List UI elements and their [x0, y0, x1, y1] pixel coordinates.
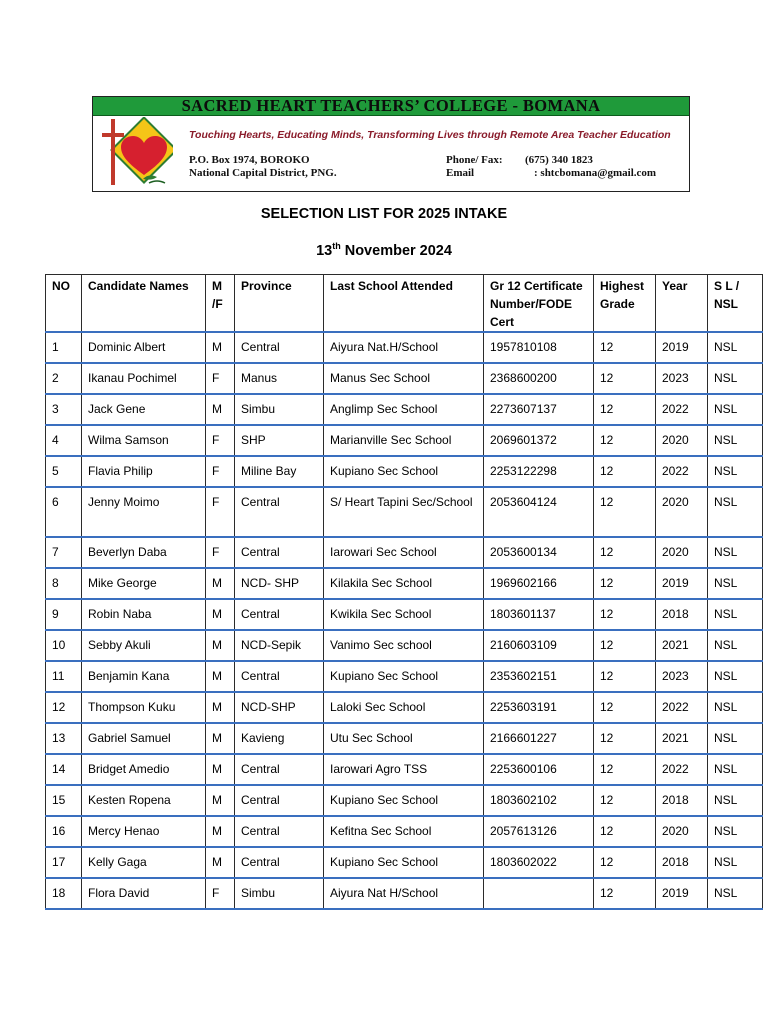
cell-school: Kupiano Sec School [324, 847, 484, 878]
cell-school: Manus Sec School [324, 363, 484, 394]
cell-school: Marianville Sec School [324, 425, 484, 456]
header-sex: M /F [206, 275, 235, 333]
cell-grade: 12 [594, 847, 656, 878]
header-status: S L / NSL [708, 275, 763, 333]
cell-grade: 12 [594, 599, 656, 630]
cell-name: Mercy Henao [82, 816, 206, 847]
cell-province: SHP [235, 425, 324, 456]
cell-status: NSL [708, 537, 763, 568]
cell-status: NSL [708, 661, 763, 692]
cell-status: NSL [708, 332, 763, 363]
cell-cert: 2160603109 [484, 630, 594, 661]
cell-province: NCD-Sepik [235, 630, 324, 661]
cell-cert: 2368600200 [484, 363, 594, 394]
cell-grade: 12 [594, 754, 656, 785]
cell-province: Manus [235, 363, 324, 394]
cell-sex: F [206, 363, 235, 394]
cell-name: Flavia Philip [82, 456, 206, 487]
cell-year: 2020 [656, 425, 708, 456]
cell-grade: 12 [594, 425, 656, 456]
cell-name: Ikanau Pochimel [82, 363, 206, 394]
cell-grade: 12 [594, 394, 656, 425]
email-value: : shtcbomana@gmail.com [534, 167, 657, 179]
cell-status: NSL [708, 754, 763, 785]
header-no: NO [46, 275, 82, 333]
cell-grade: 12 [594, 785, 656, 816]
cell-status: NSL [708, 816, 763, 847]
cell-year: 2022 [656, 456, 708, 487]
cell-sex: M [206, 599, 235, 630]
cell-year: 2018 [656, 785, 708, 816]
cell-grade: 12 [594, 816, 656, 847]
cell-no: 14 [46, 754, 82, 785]
cell-year: 2023 [656, 363, 708, 394]
email-label: Email [446, 167, 475, 179]
cell-no: 7 [46, 537, 82, 568]
cell-school: Kwikila Sec School [324, 599, 484, 630]
header-name: Candidate Names [82, 275, 206, 333]
table-row [46, 568, 763, 599]
header-grade: Highest Grade [594, 275, 656, 333]
cell-year: 2023 [656, 661, 708, 692]
cell-no: 10 [46, 630, 82, 661]
cell-no: 3 [46, 394, 82, 425]
cell-name: Flora David [82, 878, 206, 909]
cell-no: 13 [46, 723, 82, 754]
cell-cert [484, 878, 594, 909]
cell-school: Kefitna Sec School [324, 816, 484, 847]
cell-grade: 12 [594, 661, 656, 692]
cell-name: Benjamin Kana [82, 661, 206, 692]
letterhead [92, 96, 690, 192]
table-row [46, 456, 763, 487]
cell-province: Central [235, 487, 324, 537]
cell-cert: 2053600134 [484, 537, 594, 568]
cell-no: 6 [46, 487, 82, 537]
cell-cert: 2253600106 [484, 754, 594, 785]
cell-grade: 12 [594, 363, 656, 394]
document-title: SELECTION LIST FOR 2025 INTAKE [260, 206, 508, 222]
table-row [46, 785, 763, 816]
cell-status: NSL [708, 785, 763, 816]
table-row [46, 425, 763, 456]
table-row [46, 363, 763, 394]
cell-year: 2019 [656, 878, 708, 909]
cell-no: 11 [46, 661, 82, 692]
cell-sex: M [206, 785, 235, 816]
cell-status: NSL [708, 568, 763, 599]
cell-cert: 2253122298 [484, 456, 594, 487]
cell-grade: 12 [594, 692, 656, 723]
cell-cert: 1969602166 [484, 568, 594, 599]
cell-status: NSL [708, 394, 763, 425]
cell-name: Beverlyn Daba [82, 537, 206, 568]
cell-name: Bridget Amedio [82, 754, 206, 785]
cell-sex: M [206, 816, 235, 847]
cell-province: NCD- SHP [235, 568, 324, 599]
cell-school: Aiyura Nat.H/School [324, 332, 484, 363]
cell-name: Jenny Moimo [82, 487, 206, 537]
cell-school: Laloki Sec School [324, 692, 484, 723]
cell-status: NSL [708, 425, 763, 456]
cell-status: NSL [708, 456, 763, 487]
cell-grade: 12 [594, 456, 656, 487]
cell-cert: 1803601137 [484, 599, 594, 630]
cell-name: Mike George [82, 568, 206, 599]
po-box: P.O. Box 1974, BOROKO [189, 154, 310, 166]
cell-province: Central [235, 754, 324, 785]
date-rest: November 2024 [340, 242, 452, 259]
cell-cert: 2069601372 [484, 425, 594, 456]
cell-no: 15 [46, 785, 82, 816]
cell-name: Sebby Akuli [82, 630, 206, 661]
cell-grade: 12 [594, 878, 656, 909]
cell-name: Kesten Ropena [82, 785, 206, 816]
cell-school: Aiyura Nat H/School [324, 878, 484, 909]
cell-grade: 12 [594, 332, 656, 363]
cell-cert: 2053604124 [484, 487, 594, 537]
cell-status: NSL [708, 723, 763, 754]
cell-status: NSL [708, 487, 763, 537]
cell-no: 2 [46, 363, 82, 394]
heart-cross-logo-icon [99, 117, 173, 189]
cell-province: NCD-SHP [235, 692, 324, 723]
table-row [46, 692, 763, 723]
document-date [0, 241, 768, 259]
cell-grade: 12 [594, 568, 656, 599]
cell-status: NSL [708, 363, 763, 394]
cell-province: Simbu [235, 878, 324, 909]
cell-school: S/ Heart Tapini Sec/School [324, 487, 484, 537]
district: National Capital District, PNG. [189, 167, 337, 179]
cell-status: NSL [708, 878, 763, 909]
cell-year: 2021 [656, 723, 708, 754]
cell-name: Robin Naba [82, 599, 206, 630]
cell-province: Central [235, 332, 324, 363]
cell-status: NSL [708, 630, 763, 661]
cell-cert: 2166601227 [484, 723, 594, 754]
cell-province: Central [235, 785, 324, 816]
cell-sex: M [206, 692, 235, 723]
cell-sex: M [206, 847, 235, 878]
cell-school: Kupiano Sec School [324, 661, 484, 692]
cell-no: 17 [46, 847, 82, 878]
cell-sex: F [206, 456, 235, 487]
cell-province: Miline Bay [235, 456, 324, 487]
cell-grade: 12 [594, 723, 656, 754]
table-row [46, 723, 763, 754]
header-school: Last School Attended [324, 275, 484, 333]
date-day: 13 [316, 242, 333, 259]
cell-school: Utu Sec School [324, 723, 484, 754]
selection-table [45, 274, 763, 910]
cell-no: 18 [46, 878, 82, 909]
cell-sex: M [206, 723, 235, 754]
cell-year: 2020 [656, 487, 708, 537]
cell-name: Gabriel Samuel [82, 723, 206, 754]
cell-province: Central [235, 661, 324, 692]
cell-grade: 12 [594, 630, 656, 661]
cell-status: NSL [708, 692, 763, 723]
cell-year: 2019 [656, 332, 708, 363]
cell-sex: F [206, 425, 235, 456]
cell-sex: F [206, 878, 235, 909]
cell-status: NSL [708, 599, 763, 630]
date-suffix: th [332, 241, 341, 251]
cell-sex: F [206, 537, 235, 568]
cell-province: Simbu [235, 394, 324, 425]
header-province: Province [235, 275, 324, 333]
cell-year: 2019 [656, 568, 708, 599]
cell-year: 2020 [656, 816, 708, 847]
header-year: Year [656, 275, 708, 333]
cell-year: 2022 [656, 394, 708, 425]
cell-sex: M [206, 568, 235, 599]
cell-status: NSL [708, 847, 763, 878]
cell-name: Jack Gene [82, 394, 206, 425]
cell-school: Kupiano Sec School [324, 785, 484, 816]
cell-school: Anglimp Sec School [324, 394, 484, 425]
cell-school: Kupiano Sec School [324, 456, 484, 487]
cell-name: Kelly Gaga [82, 847, 206, 878]
cell-no: 4 [46, 425, 82, 456]
table-row [46, 332, 763, 363]
cell-sex: F [206, 487, 235, 537]
cell-sex: M [206, 661, 235, 692]
cell-cert: 1803602022 [484, 847, 594, 878]
cell-school: Vanimo Sec school [324, 630, 484, 661]
cell-year: 2022 [656, 692, 708, 723]
cell-sex: M [206, 332, 235, 363]
table-row [46, 537, 763, 568]
college-logo [99, 117, 173, 189]
cell-year: 2018 [656, 599, 708, 630]
cell-no: 9 [46, 599, 82, 630]
table-row [46, 630, 763, 661]
cell-no: 12 [46, 692, 82, 723]
table-row [46, 816, 763, 847]
table-row [46, 878, 763, 909]
table-row [46, 847, 763, 878]
cell-province: Central [235, 599, 324, 630]
cell-cert: 1803602102 [484, 785, 594, 816]
table-row [46, 487, 763, 537]
cell-year: 2021 [656, 630, 708, 661]
cell-year: 2020 [656, 537, 708, 568]
cell-name: Dominic Albert [82, 332, 206, 363]
table-row [46, 394, 763, 425]
cell-province: Central [235, 537, 324, 568]
header-cert: Gr 12 Certificate Number/FODE Cert [484, 275, 594, 333]
college-name: SACRED HEART TEACHERS’ COLLEGE - BOMANA [181, 96, 601, 115]
cell-sex: M [206, 754, 235, 785]
cell-name: Wilma Samson [82, 425, 206, 456]
cell-province: Central [235, 847, 324, 878]
cell-name: Thompson Kuku [82, 692, 206, 723]
college-tagline: Touching Hearts, Educating Minds, Transforming Lives through Remote Area Teacher Education [189, 129, 671, 141]
cell-school: Kilakila Sec School [324, 568, 484, 599]
cell-cert: 1957810108 [484, 332, 594, 363]
cell-no: 5 [46, 456, 82, 487]
cell-grade: 12 [594, 537, 656, 568]
cell-no: 1 [46, 332, 82, 363]
cell-cert: 2353602151 [484, 661, 594, 692]
cell-school: Iarowari Sec School [324, 537, 484, 568]
cell-cert: 2273607137 [484, 394, 594, 425]
table-row [46, 599, 763, 630]
cell-grade: 12 [594, 487, 656, 537]
phone-value: (675) 340 1823 [525, 154, 593, 166]
cell-year: 2022 [656, 754, 708, 785]
cell-cert: 2057613126 [484, 816, 594, 847]
cell-no: 16 [46, 816, 82, 847]
cell-province: Central [235, 816, 324, 847]
cell-year: 2018 [656, 847, 708, 878]
cell-sex: M [206, 630, 235, 661]
table-row [46, 661, 763, 692]
cell-school: Iarowari Agro TSS [324, 754, 484, 785]
phone-label: Phone/ Fax: [446, 154, 503, 166]
table-header-row [46, 275, 763, 333]
cell-no: 8 [46, 568, 82, 599]
cell-cert: 2253603191 [484, 692, 594, 723]
cell-province: Kavieng [235, 723, 324, 754]
cell-sex: M [206, 394, 235, 425]
table-row [46, 754, 763, 785]
